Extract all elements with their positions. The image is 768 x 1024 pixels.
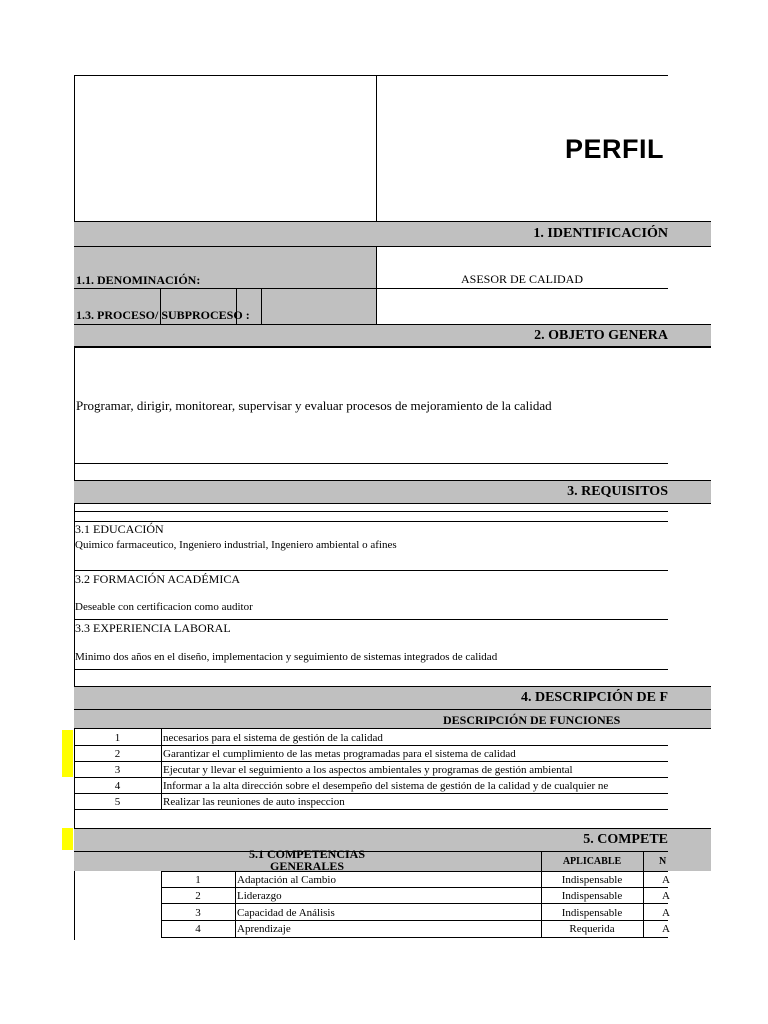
competencia-name: Adaptación al Cambio xyxy=(237,874,336,886)
competencia-n: A xyxy=(662,923,670,935)
funciones-row-rule xyxy=(74,793,668,794)
competencia-name: Aprendizaje xyxy=(237,923,291,935)
top-border xyxy=(74,75,668,76)
competencia-n: A xyxy=(662,907,670,919)
funcion-number: 3 xyxy=(114,764,121,776)
proceso-divider-3 xyxy=(261,289,262,324)
competencia-n: A xyxy=(662,890,670,902)
competencia-name: Liderazgo xyxy=(237,890,282,902)
funciones-row-rule xyxy=(74,761,668,762)
page-title: PERFIL xyxy=(565,134,665,164)
denominacion-value: ASESOR DE CALIDAD xyxy=(460,272,583,286)
experiencia-bottom-border xyxy=(74,669,668,670)
competencias-generales-label: 5.1 COMPETENCIAS GENERALES xyxy=(248,847,365,873)
competencia-name: Capacidad de Análisis xyxy=(237,907,335,919)
funcion-text: Garantizar el cumplimiento de las metas programadas para el sistema de calidad xyxy=(163,748,516,760)
experiencia-value: Minimo dos años en el diseño, implementacion y seguimiento de sistemas integrados de calidad xyxy=(75,651,498,663)
funcion-number: 4 xyxy=(114,780,121,792)
formacion-label: 3.2 FORMACIÓN ACADÉMICA xyxy=(75,572,241,586)
competencia-number: 4 xyxy=(195,923,201,935)
competencia-aplicable: Requerida xyxy=(569,923,615,935)
formacion-value: Deseable con certificacion como auditor xyxy=(75,601,253,613)
educacion-label: 3.1 EDUCACIÓN xyxy=(75,522,164,536)
educacion-bottom-border xyxy=(74,570,668,571)
competencia-aplicable: Indispensable xyxy=(561,907,623,919)
competencia-number: 3 xyxy=(195,907,201,919)
educacion-value: Quimico farmaceutico, Ingeniero industrial, Ingeniero ambiental o afines xyxy=(75,539,397,551)
section-2-header: 2. OBJETO GENERA xyxy=(534,328,668,343)
highlight-mark xyxy=(62,828,73,850)
objeto-general-text: Programar, dirigir, monitorear, supervisar y evaluar procesos de mejoramiento de la calidad xyxy=(76,398,552,413)
funcion-number: 1 xyxy=(114,732,121,744)
funciones-col-divider xyxy=(161,729,162,810)
funciones-subheader: DESCRIPCIÓN DE FUNCIONES xyxy=(443,713,621,727)
competencias-row-rule xyxy=(161,903,668,904)
competencia-number: 1 xyxy=(195,874,201,886)
competencia-number: 2 xyxy=(195,890,201,902)
section-1-header: 1. IDENTIFICACIÓN xyxy=(533,226,668,241)
competencias-col-divider xyxy=(235,871,236,938)
funciones-row-rule xyxy=(74,809,668,810)
denominacion-bottom-border xyxy=(376,288,668,289)
section-4-header: 4. DESCRIPCIÓN DE F xyxy=(520,690,668,705)
proceso-label: 1.3. PROCESO/ SUBPROCESO : xyxy=(76,308,250,322)
funcion-text: Ejecutar y llevar el seguimiento a los aspectos ambientales y programas de gestión ambiental xyxy=(163,764,573,776)
competencia-aplicable: Indispensable xyxy=(561,874,623,886)
logo-divider xyxy=(376,75,377,221)
section-3-rule-1 xyxy=(74,511,668,512)
denominacion-label: 1.1. DENOMINACIÓN: xyxy=(76,273,201,287)
competencias-row-rule xyxy=(161,920,668,921)
competencia-aplicable: Indispensable xyxy=(561,890,623,902)
competencia-n: A xyxy=(662,874,670,886)
competencias-row-rule xyxy=(161,887,668,888)
formacion-bottom-border xyxy=(74,619,668,620)
funciones-row-rule xyxy=(74,777,668,778)
section-5-header: 5. COMPETE xyxy=(583,832,668,847)
funcion-number: 5 xyxy=(114,796,121,808)
funcion-number: 2 xyxy=(114,748,121,760)
section-3-header: 3. REQUISITOS xyxy=(567,484,668,499)
funcion-text: necesarios para el sistema de gestión de la calidad xyxy=(163,732,383,744)
section-2-bottom-border xyxy=(74,463,668,464)
col-aplicable-header: APLICABLE xyxy=(562,856,622,867)
experiencia-label: 3.3 EXPERIENCIA LABORAL xyxy=(75,621,231,635)
left-border xyxy=(74,75,75,940)
section-5-rule xyxy=(74,851,668,852)
highlight-mark xyxy=(62,730,73,777)
funciones-row-rule xyxy=(74,745,668,746)
col-n-header: N xyxy=(659,856,667,867)
funcion-text: Informar a la alta dirección sobre el desempeño del sistema de gestión de la calidad y de cualquier ne xyxy=(163,780,609,792)
funcion-text: Realizar las reuniones de auto inspeccion xyxy=(163,796,345,808)
